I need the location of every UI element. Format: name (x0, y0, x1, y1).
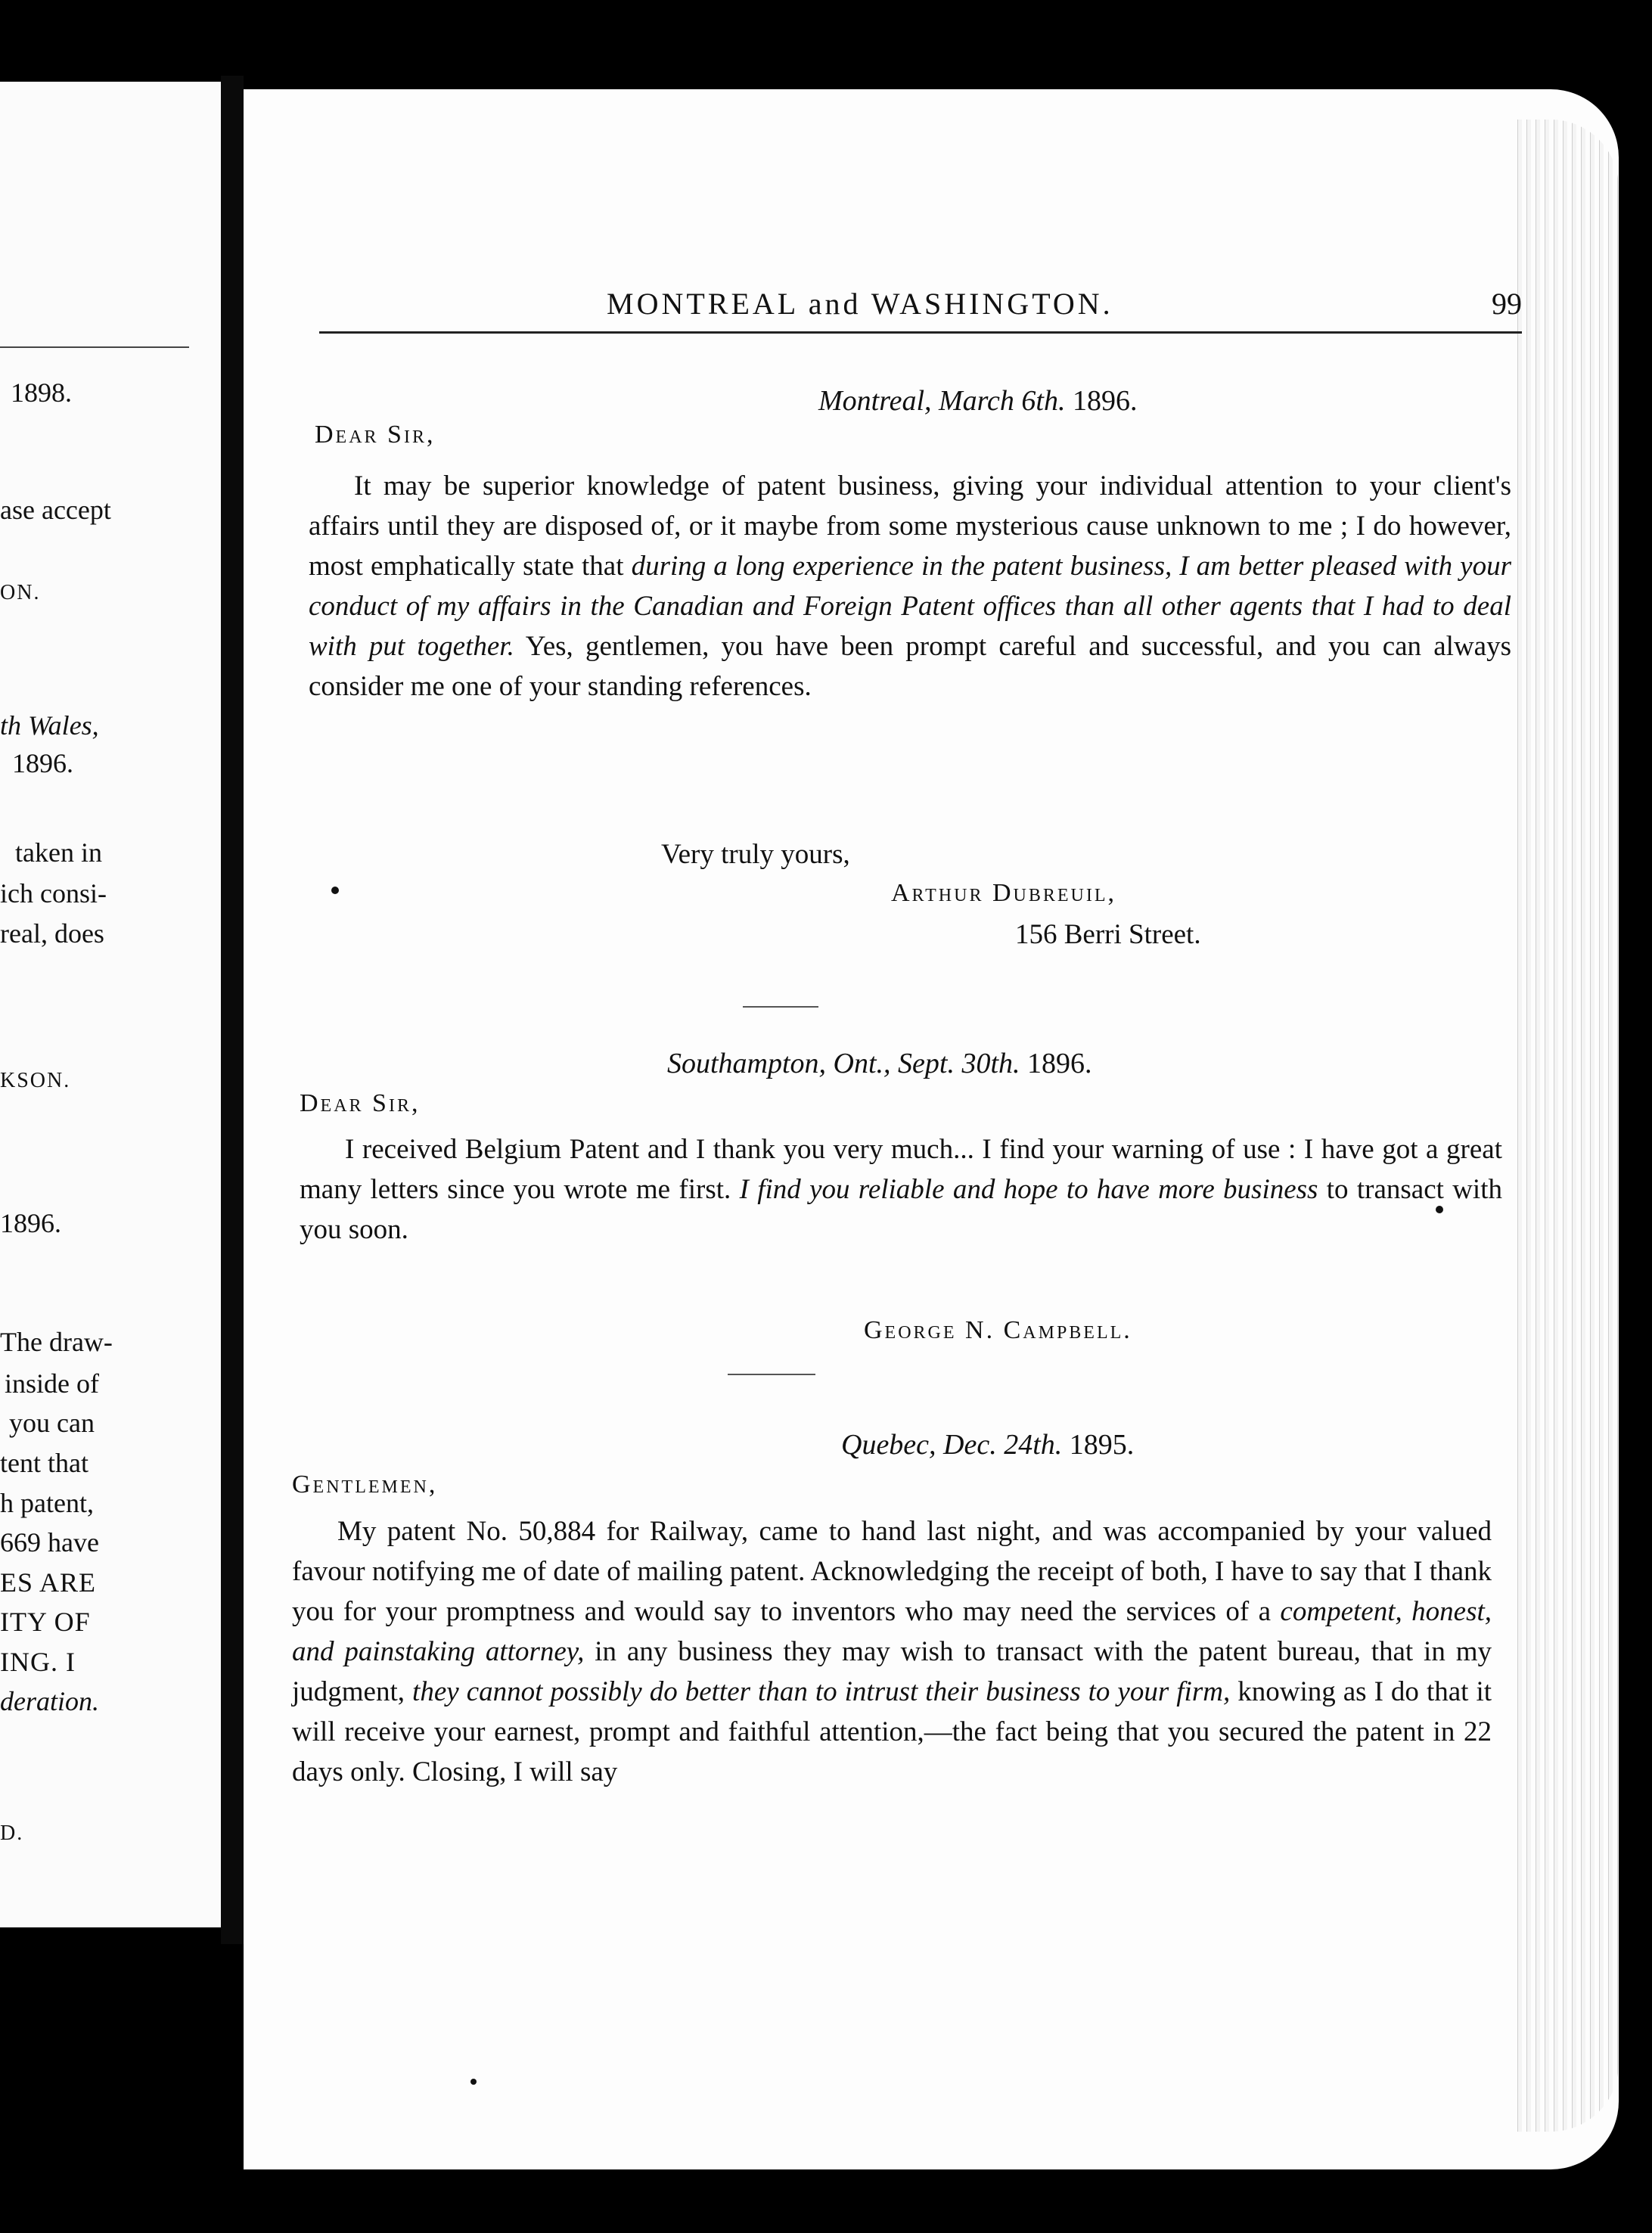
book-gutter (221, 76, 244, 1944)
left-page-fragment: 1896. (0, 1208, 61, 1238)
letter-1-closing: Very truly yours, (661, 839, 850, 870)
running-head (319, 286, 1522, 334)
left-page-fragment: you can (9, 1408, 95, 1438)
page-edges (1513, 120, 1619, 2132)
left-page-rule (0, 346, 189, 348)
letter-1-salutation: Dear Sir, (315, 421, 436, 449)
left-page-fragment: The draw- (0, 1327, 113, 1357)
left-page-fragment: deration. (0, 1686, 99, 1716)
letter-2-signature: George N. Campbell. (864, 1316, 1132, 1344)
left-page-fragment: h patent, (0, 1488, 94, 1518)
letter-2-text-run: I received Belgium Patent and I thank you very much... I find your warning of use : I have got a great many letters since you wrote me first. (300, 1134, 1502, 1205)
left-page-fragment: KSON. (0, 1069, 71, 1092)
letter-3-text-run: in any business they may wish to transact with the patent bureau, that in my judgment, (292, 1636, 1492, 1707)
left-page-fragment: D. (0, 1821, 24, 1845)
left-page-fragment: ING. I (0, 1647, 76, 1677)
running-title: MONTREAL and WASHINGTON. (607, 287, 1113, 321)
print-speck (331, 887, 339, 894)
letter-1-year: 1896. (1072, 385, 1138, 417)
letter-2-place-date: Southampton, Ont., Sept. 30th. (667, 1048, 1020, 1079)
left-page-fragment: th Wales, (0, 710, 99, 741)
letter-3-text-run: they cannot possibly do better than to intrust their business to your firm, (412, 1676, 1231, 1707)
letter-3-place-date: Quebec, Dec. 24th. (841, 1429, 1063, 1461)
letter-3-text-run: knowing as I do that it will receive your earnest, prompt and faithful attention,—the fact being that you secured the patent in 22 days only. Closing, I will say (292, 1676, 1492, 1787)
left-page-fragment: tent that (0, 1448, 88, 1478)
book-page (244, 89, 1619, 2169)
letter-3-text-run: My patent No. 50,884 for Railway, came to hand last night, and was accompanied by your valued favour notifying me of date of mailing patent. Acknowledging the receipt of both, I have to say that I thank you for your promptness and would say to inventors who may need the services of a (292, 1516, 1492, 1627)
letter-1-place-date: Montreal, March 6th. (818, 385, 1066, 417)
letter-3-body (292, 1511, 1492, 1792)
letter-1-body (309, 466, 1511, 707)
left-page-fragment: ich consi- (0, 878, 107, 908)
letter-2-text-run: I find you reliable and hope to have more business (739, 1174, 1318, 1205)
letter-3-text-run: competent, honest, and painstaking attorney, (292, 1596, 1492, 1667)
page-number: 99 (1492, 287, 1522, 321)
letter-2-body (300, 1129, 1502, 1250)
left-page-fragment: 1896. (12, 748, 73, 778)
letter-2-salutation: Dear Sir, (300, 1089, 421, 1117)
letter-divider (743, 1006, 818, 1008)
left-page-fragment: ITY OF (0, 1607, 91, 1637)
left-page-fragment: taken in (15, 837, 102, 868)
letter-divider (728, 1374, 815, 1375)
left-page-fragment: real, does (0, 918, 104, 949)
letter-1-dateline (818, 384, 1137, 418)
letter-3-dateline (841, 1428, 1134, 1461)
left-page-fragment: 1898. (11, 377, 72, 408)
left-page-fragment: 669 have (0, 1527, 99, 1558)
left-facing-page (0, 82, 221, 1927)
letter-3-year: 1895. (1069, 1429, 1135, 1461)
left-page-fragment: inside of (5, 1368, 99, 1399)
left-page-fragment: ON. (0, 581, 41, 604)
print-speck (1436, 1206, 1443, 1213)
left-page-fragment: ES ARE (0, 1567, 97, 1598)
letter-1-text-run: Yes, gentlemen, you have been prompt careful and successful, and you can always consider me one of your standing references. (309, 631, 1511, 702)
letter-1-text-run: It may be superior knowledge of patent business, giving your individual attention to your client's affairs until they are disposed of, or it maybe from some mysterious cause unknown to me ; I do however, most emphatically state that (309, 471, 1511, 582)
letter-1-signature: Arthur Dubreuil, (891, 879, 1116, 907)
letter-2-year: 1896. (1027, 1048, 1092, 1079)
letter-2-text-run: to transact with you soon. (300, 1174, 1502, 1245)
print-speck (470, 2079, 477, 2085)
letter-1-text-run: during a long experience in the patent business, I am better pleased with your conduct of my affairs in the Canadian and Foreign Patent offices than all other agents that I had to deal with put together. (309, 551, 1511, 662)
letter-1-address: 156 Berri Street. (1015, 919, 1201, 950)
left-page-fragment: ase accept (0, 495, 111, 525)
letter-3-salutation: Gentlemen, (292, 1471, 438, 1499)
letter-2-dateline (667, 1047, 1092, 1080)
